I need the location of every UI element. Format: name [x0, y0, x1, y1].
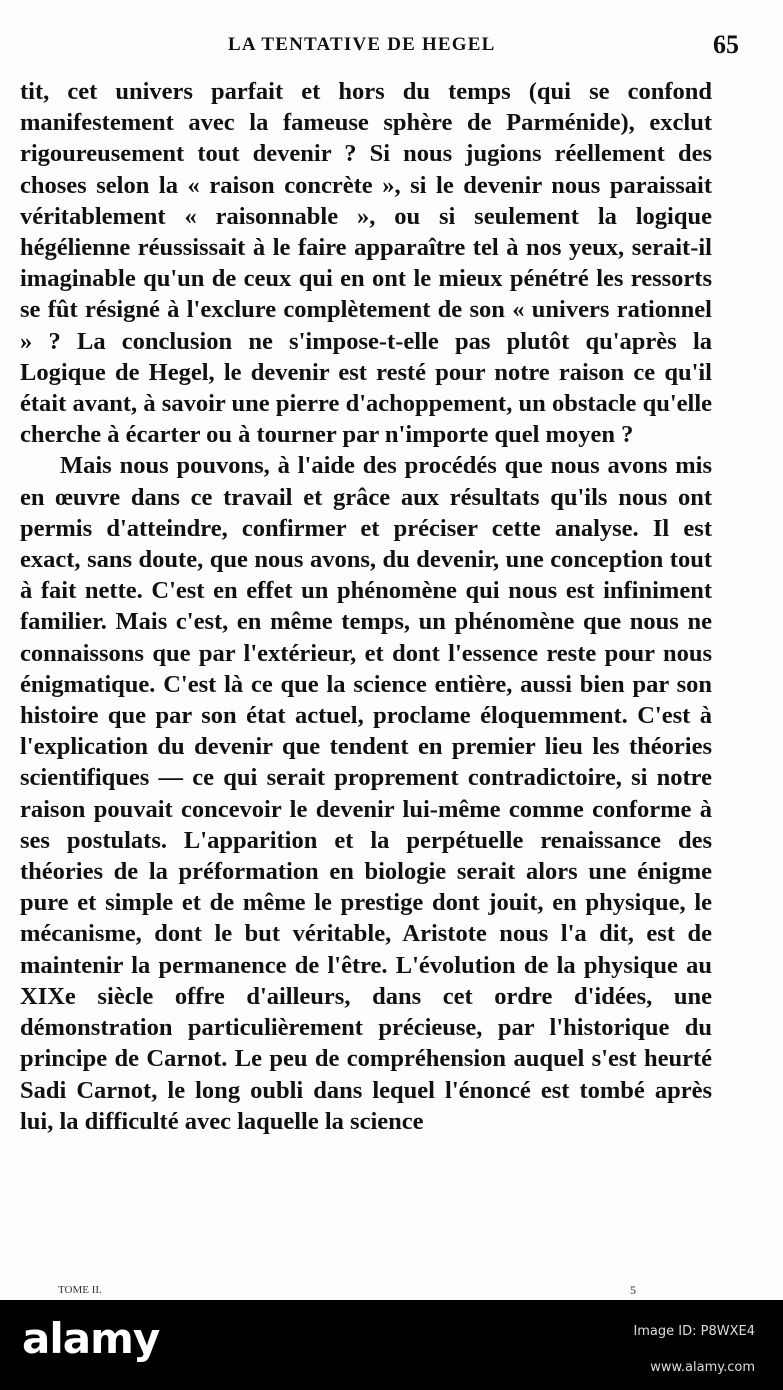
site-url: www.alamy.com — [650, 1360, 755, 1375]
running-head — [0, 30, 783, 60]
body-text — [20, 76, 712, 1137]
paragraph-continued: tit, cet univers parfait et hors du temps (qui se confond manifestement avec la fameuse sphère de Parménide), exclut rigoureusement tout devenir ? Si nous jugions réellement des choses selon la « raison concrète », si le devenir nous paraissait véritablement « raisonnable », ou si seulement la logique hégélienne réussissait à le faire apparaître tel à nos yeux, serait-il imaginable qu'un de ceux qui en ont le mieux pénétré les ressorts se fût résigné à l'exclure complètement de son « univers rationnel » ? La conclusion ne s'impose-t-elle pas plutôt qu'après la Logique de Hegel, le devenir est resté pour notre raison ce qu'il était avant, à savoir une pierre d'achoppement, un obstacle qu'elle cherche à écarter ou à tourner par n'importe quel moyen ? — [20, 78, 712, 449]
stock-watermark-banner — [0, 1300, 783, 1390]
printer-signature: TOME II. — [58, 1284, 102, 1296]
alamy-logo: alamy — [22, 1314, 160, 1363]
running-head-title: LA TENTATIVE DE HEGEL — [228, 34, 496, 55]
signature-mark: 5 — [630, 1283, 636, 1297]
paragraph: Mais nous pouvons, à l'aide des procédés que nous avons mis en œuvre dans ce travail et grâce aux résultats qu'ils nous ont permis d'atteindre, confirmer et préciser cette analyse. Il est exact, sans doute, que nous avons, du devenir, une conception tout à fait nette. C'est en effet un phénomène qui nous est infiniment familier. Mais c'est, en même temps, un phénomène que nous ne connaissons que par l'extérieur, et dont l'essence reste pour nous énigmatique. C'est là ce que la science entière, aussi bien par son histoire que par son état actuel, proclame éloquemment. C'est à l'explication du devenir que tendent en premier lieu les théories scientifiques — ce qui serait proprement contradictoire, si notre raison pouvait concevoir le devenir lui-même comme conforme à ses postulats. L'apparition et la perpétuelle renaissance des théories de la préformation en biologie serait alors une énigme pure et simple et de même le prestige dont jouit, en physique, le mécanisme, dont le but véritable, Aristote nous l'a dit, est de maintenir la permanence de l'être. L'évolution de la physique au XIXe siècle offre d'ailleurs, dans cet ordre d'idées, une démonstration particulièrement précieuse, par l'historique du principe de Carnot. Le peu de compréhension auquel s'est heurté Sadi Carnot, le long oubli dans lequel l'énoncé est tombé après lui, la difficulté avec laquelle la science — [20, 452, 712, 1135]
page-number: 65 — [713, 30, 739, 59]
image-id: Image ID: P8WXE4 — [633, 1324, 755, 1339]
